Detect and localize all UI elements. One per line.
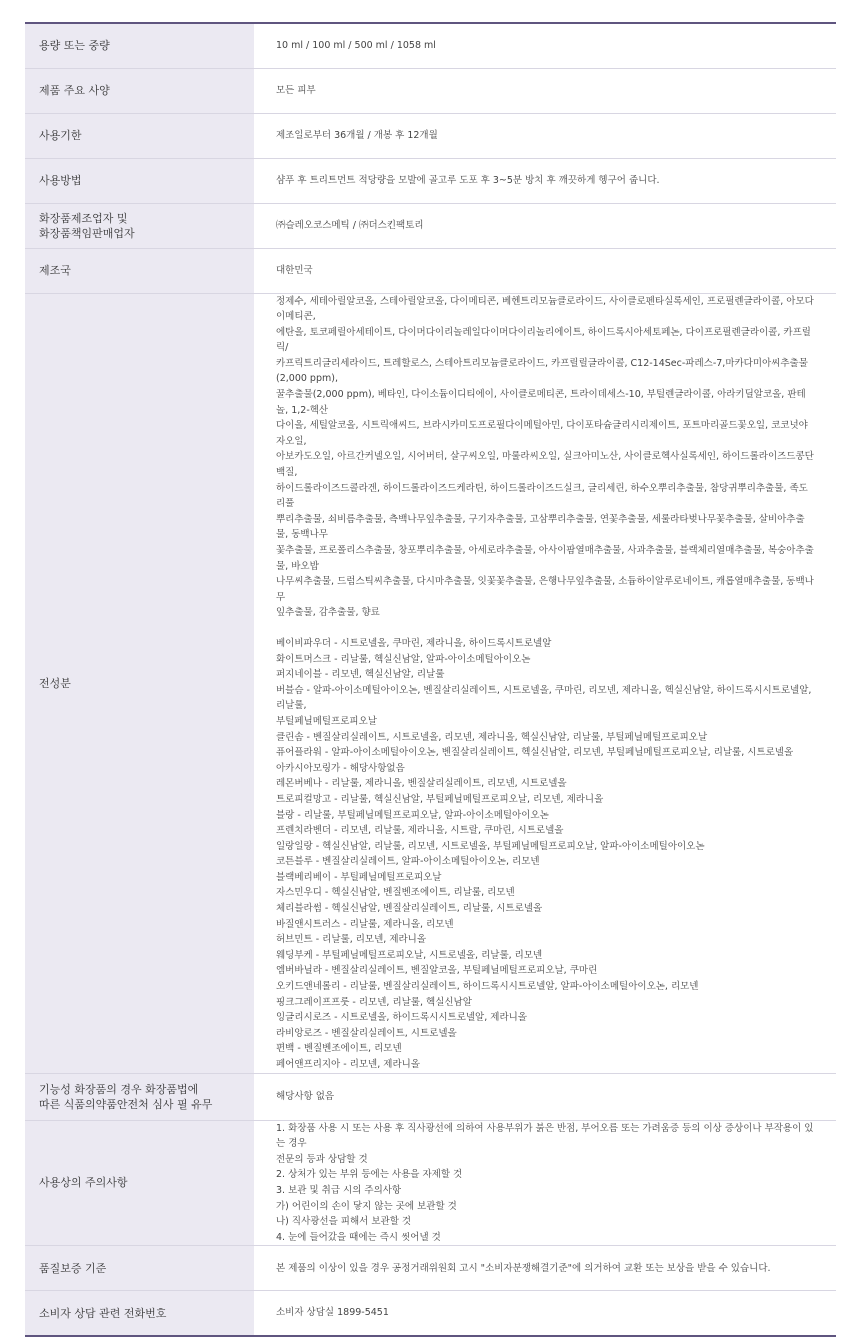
row-value-caution: 1. 화장품 사용 시 또는 사용 후 직사광선에 의하여 사용부위가 붉은 반점, 부어오름 또는 가려움증 등의 이상 증상이나 부작용이 있는 경우 전문의 등과 상담할 것 2. 상처가 있는 부위 등에는 사용을 자제할 것 3. 보관 및 취급 시의 주의사항 가) 어린이의 손이 닿지 않는 곳에 보관할 것 나) 직사광선을 피해서 보관할 것 4. 눈에 들어갔을 때에는 즉시 씻어낼 것 xyxy=(254,1120,836,1246)
scent-ingredient-item: 베이비파우더 - 시트로넬올, 쿠마린, 제라니올, 하이드록시트로넬알 xyxy=(276,637,552,649)
row-label-ingredients: 전성분 xyxy=(25,293,254,1073)
row-label-usage: 사용방법 xyxy=(25,158,254,203)
scent-ingredient-item: 웨딩부케 - 부틸페닐메틸프로피오날, 시트로넬올, 리날룰, 리모넨 xyxy=(276,949,543,961)
scent-ingredient-item: 잉글리시로즈 - 시트로넬올, 하이드록시시트로넬알, 제라니올 xyxy=(276,1012,527,1024)
row-label-country: 제조국 xyxy=(25,248,254,293)
table-row xyxy=(25,113,836,158)
row-value-expiry: 제조일로부터 36개월 / 개봉 후 12개월 xyxy=(254,113,836,158)
scent-ingredient-item: 페어앤프리지아 - 리모넨, 제라니올 xyxy=(276,1059,420,1070)
table-row xyxy=(25,1073,836,1120)
row-label-manufacturer: 화장품제조업자 및 화장품책임판매업자 xyxy=(25,203,254,248)
row-value-spec: 모든 피부 xyxy=(254,68,836,113)
product-info-table xyxy=(25,22,836,1337)
scent-ingredient-item: 핑크그레이프프룻 - 리모넨, 리날룰, 헥실신남알 xyxy=(276,996,472,1008)
row-value-contact: 소비자 상담실 1899-5451 xyxy=(276,1307,389,1319)
scent-ingredient-item: 엠버바닐라 - 벤질살리실레이트, 벤질알코올, 부틸페닐메틸프로피오날, 쿠마린 xyxy=(276,965,598,977)
ingredients-base-list: 정제수, 세테아릴알코올, 스테아릴알코올, 다이메티콘, 베헨트리모늄클로라이드, 사이클로펜타실록세인, 프로필렌글라이콜, 아모다이메티콘, 에탄올, 토코페릴아세테이트, 다이머다이리놀레일다이머다이리놀리에이트, 하이드록시아세토페논, 다이프로필렌글라이콜, 카프릴릭/ 카프릭트리글리세라이드, 트레할로스, 스테아트리모늄클로라이드, 카프릴릴글라이콜, C12-14Sec-파레스-7,마카다미아씨추출물(2,000 ppm), 꿀추출물(2,000 ppm), 베타인, 다이소듐이디티에이, 사이클로메티콘, 트라이데세스-10, 부틸렌글라이콜, 아라키딜알코올, 판테놀, 1,2-헥산 다이올, 세틸알코올, 시트릭애씨드, 브라시카미도프로필다이메틸아민, 다이포타슘글리시리제이트, 포트마리골드꽃오일, 코코넛야자오일, 아보카도오일, 아르간커넬오일, 시어버터, 살구씨오일, 마룰라씨오일, 실크아미노산, 사이클로헥사실록세인, 하이드롤라이즈드콩단백질, 하이드롤라이즈드콜라겐, 하이드롤라이즈드케라틴, 하이드롤라이즈드실크, 글리세린, 하수오뿌리추출물, 참당귀뿌리추출물, 족도리풀 뿌리추출물, 쇠비름추출물, 측백나무잎추출물, 구기자추출물, 고삼뿌리추출물, 연꽃추출물, 세룰라타벚나무꽃추출물, 살비아추출물, 동백나무 꽃추출물, 프로폴리스추출물, 창포뿌리추출물, 아세로라추출물, 아사이팜열매추출물, 사과추출물, 블랙체리열매추출물, 복숭아추출물, 바오밥 나무씨추출물, 드럼스틱씨추출물, 다시마추출물, 잇꽃꽃추출물, 은행나무잎추출물, 소듐하이알루로네이트, 캐롭열매추출물, 동백나무 잎추출물, 감추출물, 향료 xyxy=(276,295,814,619)
scent-ingredient-item: 코튼블루 - 벤질살리실레이트, 알파-아이소메틸아이오논, 리모넨 xyxy=(276,856,540,868)
table-row xyxy=(25,23,836,68)
row-value-capacity: 10 ml / 100 ml / 500 ml / 1058 ml xyxy=(254,23,836,68)
row-label-caution: 사용상의 주의사항 xyxy=(25,1120,254,1246)
row-label-capacity: 용량 또는 중량 xyxy=(25,23,254,68)
table-row xyxy=(25,203,836,248)
spacer xyxy=(276,621,814,636)
row-value-quality: 본 제품의 이상이 있을 경우 공정거래위원회 고시 "소비자분쟁해결기준"에 의거하여 교환 또는 보상을 받을 수 있습니다. xyxy=(254,1246,836,1291)
row-label-contact: 소비자 상담 관련 전화번호 xyxy=(25,1291,254,1336)
scent-ingredient-item: 퍼지네이블 - 리모넨, 헥실신남알, 리날룰 xyxy=(276,669,445,681)
scent-ingredient-item: 체리블라썸 - 헥실신남알, 벤질살리실레이트, 리날룰, 시트로넬올 xyxy=(276,903,543,915)
row-value-usage: 샴푸 후 트리트먼트 적당량을 모발에 골고루 도포 후 3~5분 방치 후 깨끗하게 헹구어 줍니다. xyxy=(254,158,836,203)
row-value-ingredients xyxy=(254,293,836,1073)
table-row xyxy=(25,1291,836,1336)
row-label-spec: 제품 주요 사양 xyxy=(25,68,254,113)
table-row xyxy=(25,68,836,113)
row-label-expiry: 사용기한 xyxy=(25,113,254,158)
product-info-table-wrapper xyxy=(25,22,836,1337)
scent-ingredient-item: 오키드앤네롤리 - 리날룰, 벤질살리실레이트, 하이드록시시트로넬알, 알파-아이소메틸아이오논, 리모넨 xyxy=(276,981,699,993)
row-label-quality: 품질보증 기준 xyxy=(25,1246,254,1291)
scent-ingredient-item: 프렌치라벤더 - 리모넨, 리날룰, 제라니올, 시트랄, 쿠마린, 시트로넬올 xyxy=(276,825,564,837)
row-value-manufacturer: ㈜슬레오코스메틱 / ㈜더스킨팩토리 xyxy=(254,203,836,248)
scent-ingredient-item: 블랑 - 리날룰, 부틸페닐메틸프로피오날, 알파-아이소메틸아이오논 xyxy=(276,809,549,821)
row-value-country: 대한민국 xyxy=(254,248,836,293)
scent-ingredient-item: 허브민트 - 리날룰, 리모넨, 제라니올 xyxy=(276,934,427,946)
scent-ingredient-item: 자스민우디 - 헥실신남알, 벤질벤조에이트, 리날룰, 리모넨 xyxy=(276,887,515,899)
table-row xyxy=(25,158,836,203)
scent-ingredient-item: 클린솜 - 벤질살리실레이트, 시트로넬올, 리모넨, 제라니올, 헥실신남알, 리날룰, 부틸페닐메틸프로피오날 xyxy=(276,731,708,743)
scent-ingredient-item: 라비앙로즈 - 벤질살리실레이트, 시트로넬올 xyxy=(276,1027,457,1039)
scent-ingredient-item: 퓨어플라워 - 알파-아이소메틸아이오논, 벤질살리실레이트, 헥실신남알, 리모넨, 부틸페닐메틸프로피오날, 리날룰, 시트로넬올 xyxy=(276,747,794,759)
scent-ingredient-item: 편백 - 벤질벤조에이트, 리모넨 xyxy=(276,1043,402,1055)
scent-ingredient-item: 바질앤시트러스 - 리날룰, 제라니올, 리모넨 xyxy=(276,918,454,930)
scent-ingredient-list xyxy=(276,636,814,1073)
scent-ingredient-item: 버블슴 - 알파-아이소메틸아이오논, 벤질살리실레이트, 시트로넬올, 쿠마린, 리모넨, 제라니올, 헥실신남알, 하이드록시시트로넬알, 리날룰, 부틸페닐메틸프로피오날 xyxy=(276,684,812,727)
row-label-functional: 기능성 화장품의 경우 화장품법에 따른 식품의약품안전처 심사 필 유무 xyxy=(25,1073,254,1120)
row-value-functional: 해당사항 없음 xyxy=(254,1073,836,1120)
table-row xyxy=(25,248,836,293)
scent-ingredient-item: 블랙베리베이 - 부틸페닐메틸프로피오날 xyxy=(276,871,442,883)
scent-ingredient-item: 트로피컬망고 - 리날룰, 헥실신남알, 부틸페닐메틸프로피오날, 리모넨, 제라니올 xyxy=(276,793,604,805)
scent-ingredient-item: 화이트머스크 - 리날룰, 헥실신남알, 알파-아이소메틸아이오논 xyxy=(276,653,531,665)
scent-ingredient-item: 일랑일랑 - 헥실신남알, 리날룰, 리모넨, 시트로넬올, 부틸페닐메틸프로피오날, 알파-아이소메틸아이오논 xyxy=(276,840,705,852)
table-row xyxy=(25,1120,836,1246)
scent-ingredient-item: 아카시아모링가 - 해당사항없음 xyxy=(276,762,405,774)
table-row-ingredients xyxy=(25,293,836,1073)
scent-ingredient-item: 레몬버베나 - 리날룰, 제라니올, 벤질살리실레이트, 리모넨, 시트로넬올 xyxy=(276,778,567,790)
table-row xyxy=(25,1246,836,1291)
